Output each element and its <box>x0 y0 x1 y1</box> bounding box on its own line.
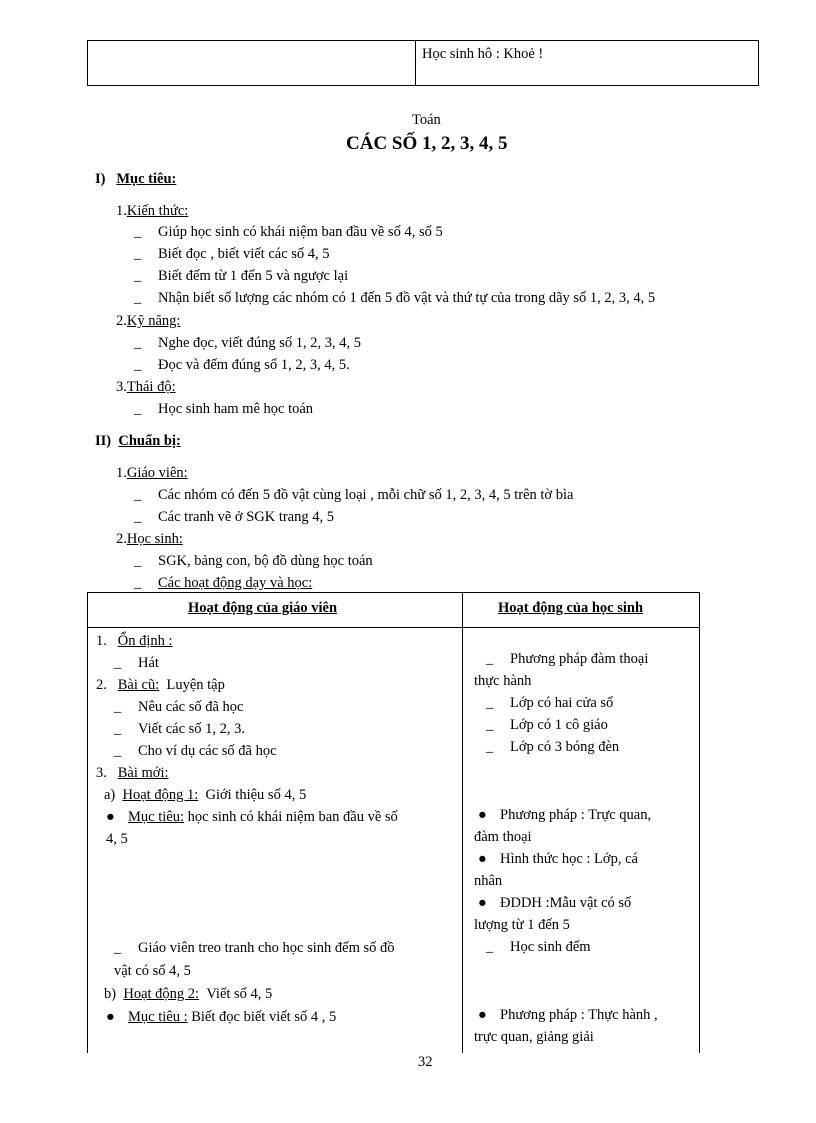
table-row: _ Lớp có hai cửa sổ <box>486 695 614 711</box>
skills-heading: 2.Kỹ năng: <box>116 313 181 329</box>
list-item: _ Biết đếm từ 1 đến 5 và ngược lại <box>134 268 349 284</box>
knowledge-heading: 1.Kiến thức: <box>116 203 189 219</box>
table-row: _ Hát <box>114 655 159 671</box>
table-row: nhân <box>474 873 503 889</box>
table-row: _ Lớp có 3 bóng đèn <box>486 739 620 755</box>
table-row: ● Mục tiêu: học sinh có khái niệm ban đầu về số <box>106 809 398 825</box>
table-row: _ Viết các số 1, 2, 3. <box>114 721 246 737</box>
table-row: 1. Ổn định : <box>96 633 173 649</box>
activities-heading: _ Các hoạt động dạy và học: <box>134 575 313 591</box>
table-row: _ Nêu các số đã học <box>114 699 244 715</box>
table-header-divider <box>88 627 699 628</box>
table-row: _ Cho ví dụ các số đã học <box>114 743 277 759</box>
top-table-divider <box>415 41 416 85</box>
teacher-heading: 1.Giáo viên: <box>116 465 188 481</box>
page-number: 32 <box>418 1054 433 1070</box>
table-header-student: Hoạt động của học sinh <box>498 600 644 616</box>
table-row: vật có số 4, 5 <box>114 963 191 979</box>
table-row: 4, 5 <box>106 831 128 847</box>
table-row: _ Phương pháp đàm thoại <box>486 651 649 667</box>
table-row: ● Phương pháp : Thực hành , <box>478 1007 658 1023</box>
student-heading: 2.Học sinh: <box>116 531 183 547</box>
list-item: _ SGK, bảng con, bộ đồ dùng học toán <box>134 553 373 569</box>
list-item: _ Các nhóm có đến 5 đồ vật cùng loại , mỗi chữ số 1, 2, 3, 4, 5 trên tờ bìa <box>134 487 574 503</box>
table-row: ● Mục tiêu : Biết đọc biết viết số 4 , 5 <box>106 1009 337 1025</box>
table-row: thực hành <box>474 673 532 689</box>
table-row: 3. Bài mới: <box>96 765 169 781</box>
table-row: trực quan, giảng giải <box>474 1029 594 1045</box>
table-row: _ Lớp có 1 cô giáo <box>486 717 608 733</box>
table-row: ● Phương pháp : Trực quan, <box>478 807 652 823</box>
subject-label: Toán <box>412 112 441 128</box>
top-table-right-cell: Học sinh hô : Khoẻ ! <box>422 46 544 62</box>
list-item: _ Nhận biết số lượng các nhóm có 1 đến 5 đồ vật và thứ tự của trong dãy số 1, 2, 3, 4, 5 <box>134 290 656 306</box>
table-column-divider <box>462 593 463 1053</box>
top-table <box>87 40 759 86</box>
attitude-heading: 3.Thái độ: <box>116 379 176 395</box>
table-row: đàm thoại <box>474 829 532 845</box>
list-item: _ Nghe đọc, viết đúng số 1, 2, 3, 4, 5 <box>134 335 361 351</box>
activities-table <box>87 592 700 1053</box>
table-row: lượng từ 1 đến 5 <box>474 917 570 933</box>
table-header-teacher: Hoạt động của giáo viên <box>188 600 338 616</box>
table-row: _ Giáo viên treo tranh cho học sinh đếm số đồ <box>114 940 395 956</box>
table-row: ● Hình thức học : Lớp, cá <box>478 851 638 867</box>
section2-heading: II) Chuẩn bị: <box>95 433 181 449</box>
table-row: 2. Bài cũ: Luyện tập <box>96 677 225 693</box>
list-item: _ Biết đọc , biết viết các số 4, 5 <box>134 246 330 262</box>
list-item: _ Giúp học sinh có khái niệm ban đầu về số 4, số 5 <box>134 224 443 240</box>
table-row: _ Học sinh đếm <box>486 939 591 955</box>
list-item: _ Học sinh ham mê học toán <box>134 401 314 417</box>
section1-heading: I) Mục tiêu: <box>95 171 177 187</box>
list-item: _ Các tranh vẽ ở SGK trang 4, 5 <box>134 509 334 525</box>
table-row: b) Hoạt động 2: Viết số 4, 5 <box>104 986 273 1002</box>
table-row: a) Hoạt động 1: Giới thiệu số 4, 5 <box>104 787 307 803</box>
list-item: _ Đọc và đếm đúng số 1, 2, 3, 4, 5. <box>134 357 350 373</box>
page-title: CÁC SỐ 1, 2, 3, 4, 5 <box>346 133 508 154</box>
table-row: ● ĐDDH :Mẫu vật có số <box>478 895 632 911</box>
